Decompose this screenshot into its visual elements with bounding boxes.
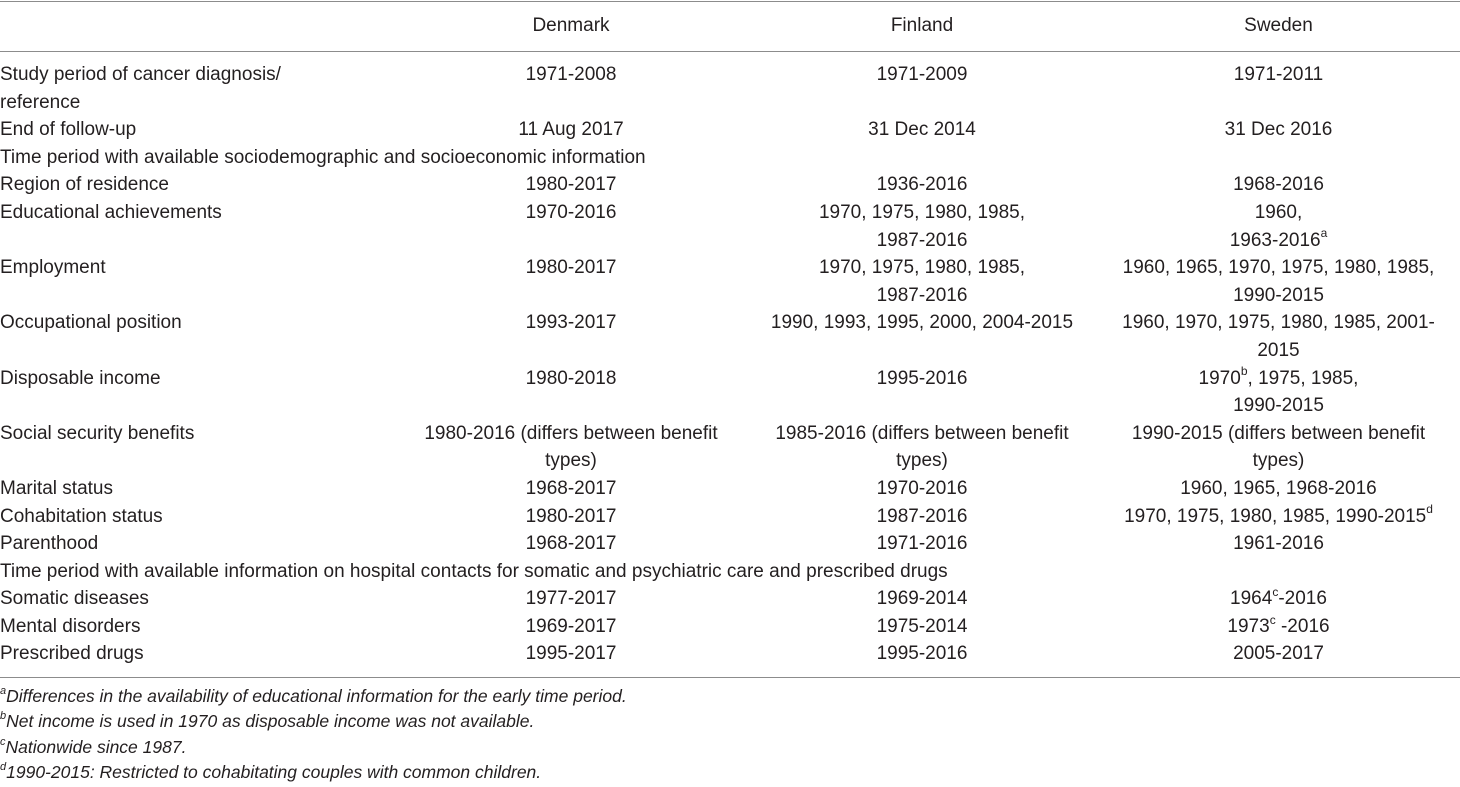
header-finland: Finland (890, 15, 954, 36)
cell-finland (747, 61, 1097, 116)
cell-text-with-footnote (1097, 365, 1460, 393)
row-label: Somatic diseases (0, 588, 149, 610)
cell-denmark: 1995-2017 (525, 643, 617, 665)
header-sweden: Sweden (1244, 15, 1313, 36)
table-row (0, 503, 1460, 531)
footnote-text: Net income is used in 1970 as disposable income was not available. (6, 711, 535, 732)
cell-text: 1970, 1975, 1980, 1985, 1990-2015 (1124, 505, 1427, 527)
row-label: Social security benefits (0, 422, 195, 444)
row-label: Marital status (0, 477, 113, 499)
footnote-text: Nationwide since 1987. (5, 736, 187, 757)
table-row (0, 530, 1460, 558)
table-row (0, 116, 1460, 144)
cell-sweden (1097, 420, 1460, 475)
footnote-mark: c (1269, 612, 1276, 627)
cell-text: 1960, 1970, 1975, 1980, 1985, 2001- (1122, 312, 1435, 334)
cell-text: 1990-2015 (1233, 284, 1324, 306)
row-label: Disposable income (0, 367, 161, 389)
footnote-mark: b (1240, 364, 1248, 379)
cell-sweden: 2005-2017 (1233, 643, 1324, 665)
footnote-mark: a (0, 685, 7, 698)
cell-finland: 1995-2016 (876, 367, 968, 389)
cell-denmark (395, 420, 747, 475)
row-label-line: End of follow-up (0, 119, 137, 141)
cell-finland: 1969-2014 (876, 588, 968, 610)
footnote-mark: c (1272, 584, 1279, 599)
header-row (0, 12, 1460, 52)
cell-sweden: 1968-2016 (1233, 174, 1324, 196)
cell-text: 1960, (1254, 201, 1303, 223)
cell-text: , 1975, 1985, (1247, 367, 1359, 389)
row-label: Cohabitation status (0, 505, 163, 527)
table-row (0, 613, 1460, 641)
cell-text: 1964 (1230, 588, 1273, 610)
cell-text-with-footnote (1097, 227, 1460, 255)
header-empty-cell (0, 12, 395, 52)
cell-text: 31 Dec 2014 (868, 119, 976, 141)
cell-denmark: 1970-2016 (525, 201, 617, 223)
cell-text: -2016 (1278, 588, 1327, 610)
cell-text: 31 Dec 2016 (1224, 119, 1333, 141)
cell-text: -2016 (1275, 615, 1330, 637)
cell-text: 1970, 1975, 1980, 1985, (818, 257, 1026, 279)
cell-sweden (1097, 585, 1460, 613)
table-header (0, 12, 1460, 52)
row-label: Educational achievements (0, 201, 222, 223)
cell-finland: 1995-2016 (876, 643, 968, 665)
row-label: Mental disorders (0, 615, 141, 637)
cell-finland (747, 420, 1097, 475)
row-label (0, 61, 395, 116)
cell-finland (747, 254, 1097, 309)
table-row (0, 640, 1460, 668)
cell-sweden (1097, 613, 1460, 641)
cell-text: types) (545, 450, 597, 472)
cell-denmark: 1969-2017 (525, 615, 617, 637)
row-label-line: Study period of cancer diagnosis/ (0, 64, 281, 85)
footnote (0, 684, 1460, 709)
cell-denmark: 1968-2017 (525, 533, 617, 555)
table-row (0, 171, 1460, 199)
cell-text: 1971-2011 (1233, 64, 1324, 85)
cell-finland: 1990, 1993, 1995, 2000, 2004-2015 (770, 312, 1074, 334)
table-row (0, 365, 1460, 420)
cell-sweden: 1960, 1965, 1968-2016 (1180, 477, 1377, 499)
spacer-row (0, 52, 1460, 61)
table-row (0, 585, 1460, 613)
section-row (0, 144, 1460, 172)
cell-text: 2015 (1257, 339, 1300, 361)
footnote-mark: d (0, 761, 7, 774)
table-bottom-rule (0, 677, 1460, 678)
data-table (0, 12, 1460, 668)
row-label: Region of residence (0, 174, 169, 196)
row-label: Parenthood (0, 533, 99, 555)
cell-sweden (1097, 254, 1460, 309)
row-label (0, 116, 395, 144)
cell-denmark: 1980-2017 (525, 505, 617, 527)
cell-finland: 1971-2016 (876, 533, 968, 555)
table-row (0, 475, 1460, 503)
footnote-mark: a (1320, 226, 1328, 241)
row-label: Prescribed drugs (0, 643, 144, 665)
table-row (0, 420, 1460, 475)
cell-denmark: 1993-2017 (525, 312, 617, 334)
table-row (0, 61, 1460, 116)
cell-text: types) (896, 450, 948, 472)
cell-text: 1987-2016 (876, 284, 968, 306)
cell-sweden (1097, 503, 1460, 531)
cell-finland (747, 199, 1097, 254)
cell-text: 1987-2016 (876, 229, 968, 251)
cell-text: 1973 (1227, 615, 1270, 637)
footnote-mark: b (0, 710, 7, 723)
table-body (0, 52, 1460, 668)
cell-text: 1960, 1965, 1970, 1975, 1980, 1985, (1122, 257, 1435, 279)
cell-denmark: 1980-2018 (525, 367, 617, 389)
table-row (0, 309, 1460, 364)
cell-text: 1963-2016 (1229, 229, 1321, 251)
table-top-rule (0, 1, 1460, 2)
row-label: Employment (0, 257, 106, 279)
cell-denmark: 1968-2017 (525, 477, 617, 499)
table-footnotes (0, 684, 1460, 785)
cell-finland: 1987-2016 (876, 505, 968, 527)
cell-text: types) (1252, 450, 1305, 472)
section-title-hospital-contacts: Time period with available information on hospital contacts for somatic and psychiatric care and prescribed drugs (0, 560, 948, 582)
cell-sweden (1097, 61, 1460, 116)
cell-sweden (1097, 309, 1460, 364)
cell-sweden: 1961-2016 (1233, 533, 1324, 555)
cell-text: 1970 (1198, 367, 1241, 389)
table-row (0, 199, 1460, 254)
cell-text: 11 Aug 2017 (518, 119, 624, 141)
footnote (0, 760, 1460, 785)
cell-denmark (395, 61, 747, 116)
cell-text: 1990-2015 (differs between benefit (1131, 422, 1426, 444)
header-denmark: Denmark (532, 15, 610, 36)
section-title-sociodemographic: Time period with available sociodemographic and socioeconomic information (0, 146, 646, 168)
cell-text: 1970, 1975, 1980, 1985, (818, 201, 1026, 223)
cell-sweden (1097, 116, 1460, 144)
cell-text: 1980-2016 (differs between benefit (424, 422, 718, 444)
cell-finland: 1936-2016 (876, 174, 968, 196)
cell-finland (747, 116, 1097, 144)
cell-sweden (1097, 199, 1460, 254)
cell-denmark: 1977-2017 (525, 588, 617, 610)
cell-denmark (395, 116, 747, 144)
row-label: Occupational position (0, 312, 182, 334)
footnote-mark: d (1426, 502, 1433, 517)
cell-denmark: 1980-2017 (525, 174, 617, 196)
section-row (0, 558, 1460, 586)
footnote (0, 735, 1460, 760)
cell-denmark: 1980-2017 (525, 257, 617, 279)
footnote-text: 1990-2015: Restricted to cohabitating couples with common children. (6, 761, 542, 782)
cell-finland: 1975-2014 (876, 615, 968, 637)
footnote-text: Differences in the availability of educational information for the early time period. (6, 686, 627, 706)
cell-text: 1985-2016 (differs between benefit (775, 422, 1069, 444)
table-row (0, 254, 1460, 309)
cell-sweden (1097, 365, 1460, 420)
cell-text: 1971-2009 (876, 64, 968, 85)
cell-finland: 1970-2016 (876, 477, 968, 499)
footnote-mark: c (0, 735, 6, 748)
row-label-line: reference (0, 91, 81, 113)
cell-text: 1990-2015 (1233, 395, 1324, 417)
cell-text: 1971-2008 (525, 64, 617, 85)
footnote (0, 709, 1460, 734)
